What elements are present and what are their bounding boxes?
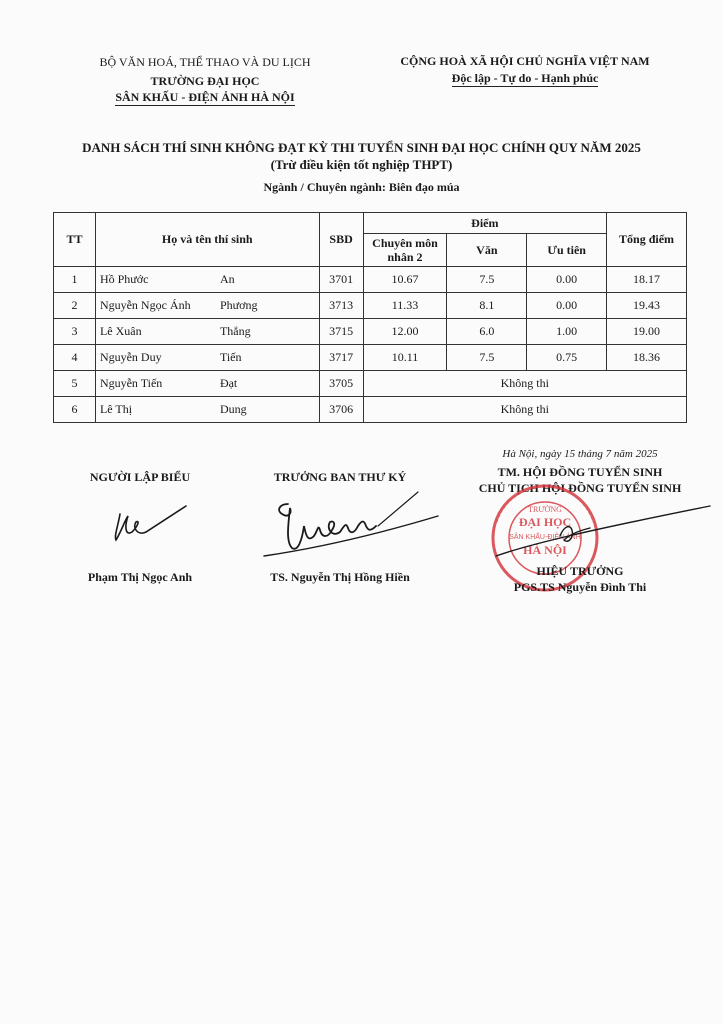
school-name-line1: TRƯỜNG ĐẠI HỌC	[150, 74, 260, 88]
cell-first-name: Đạt	[219, 376, 238, 390]
header-tt: TT	[54, 213, 96, 267]
cell-total: 18.17	[607, 267, 687, 293]
cell-last-middle-name: Nguyễn Ngọc Ánh	[99, 298, 191, 312]
cell-sbd: 3713	[319, 293, 363, 319]
cell-first-name: Dung	[219, 402, 247, 416]
cell-last-middle-name: Hồ Phước	[99, 272, 149, 286]
secretary-title: TRƯỞNG BAN THƯ KÝ	[273, 470, 407, 484]
document-title: DANH SÁCH THÍ SINH KHÔNG ĐẠT KỲ THI TUYỂN SINH ĐẠI HỌC CHÍNH QUY NĂM 2025	[82, 140, 641, 155]
header-major-score: Chuyên môn nhân 2	[363, 234, 447, 267]
preparer-title: NGƯỜI LẬP BIỂU	[89, 470, 191, 484]
cell-sbd: 3717	[319, 345, 363, 371]
cell-first-name: An	[219, 272, 235, 286]
cell-absent-note: Không thi	[363, 371, 686, 397]
cell-sbd: 3701	[319, 267, 363, 293]
header-sbd: SBD	[319, 213, 363, 267]
cell-major-score: 11.33	[363, 293, 447, 319]
cell-tt: 2	[54, 293, 96, 319]
header-total: Tổng điểm	[607, 213, 687, 267]
header-literature: Văn	[447, 234, 527, 267]
cell-first-name: Tiến	[219, 350, 242, 364]
cell-total: 19.43	[607, 293, 687, 319]
ministry-name: BỘ VĂN HOÁ, THỂ THAO VÀ DU LỊCH	[99, 55, 311, 69]
major-label: Ngành / Chuyên ngành: Biên đạo múa	[263, 180, 460, 194]
school-name-line2-text: SÂN KHẤU - ĐIỆN ẢNH HÀ NỘI	[115, 90, 295, 104]
cell-tt: 5	[54, 371, 96, 397]
cell-total: 19.00	[607, 319, 687, 345]
stamp-line3: SÂN KHẤU-ĐIỆN ẢNH	[509, 534, 581, 541]
cell-literature: 8.1	[447, 293, 527, 319]
cell-name	[95, 319, 319, 345]
cell-last-middle-name: Lê Xuân	[99, 324, 142, 338]
table-row	[54, 371, 687, 397]
header-priority: Ưu tiên	[527, 234, 607, 267]
cell-name	[95, 371, 319, 397]
cell-literature: 7.5	[447, 345, 527, 371]
cell-name	[95, 267, 319, 293]
cell-first-name: Phương	[219, 298, 258, 312]
cell-absent-note: Không thi	[363, 397, 686, 423]
cell-major-score: 10.67	[363, 267, 447, 293]
cell-last-middle-name: Nguyễn Duy	[99, 350, 162, 364]
stamp-line4: HÀ NỘI	[523, 543, 567, 557]
cell-sbd: 3705	[319, 371, 363, 397]
national-motto	[380, 71, 670, 86]
table-row	[54, 345, 687, 371]
header-score-group: Điểm	[363, 213, 607, 234]
cell-tt: 4	[54, 345, 96, 371]
rector-role: HIỆU TRƯỞNG	[536, 564, 624, 578]
nation-name: CỘNG HOÀ XÃ HỘI CHỦ NGHĨA VIỆT NAM	[400, 54, 650, 68]
stamp-line2: ĐẠI HỌC	[518, 515, 572, 529]
cell-major-score: 12.00	[363, 319, 447, 345]
cell-last-middle-name: Lê Thị	[99, 402, 133, 416]
header-name: Họ và tên thí sinh	[95, 213, 319, 267]
council-title-line2: CHỦ TỊCH HỘI ĐỒNG TUYỂN SINH	[478, 481, 682, 495]
cell-priority: 0.00	[527, 267, 607, 293]
cell-name	[95, 397, 319, 423]
cell-sbd: 3706	[319, 397, 363, 423]
cell-total: 18.36	[607, 345, 687, 371]
school-name-line2	[80, 90, 330, 105]
cell-literature: 6.0	[447, 319, 527, 345]
cell-major-score: 10.11	[363, 345, 447, 371]
secretary-name: TS. Nguyễn Thị Hồng Hiền	[270, 570, 410, 584]
rector-name: PGS.TS Nguyễn Đình Thi	[513, 580, 647, 594]
table-row	[54, 397, 687, 423]
council-title-line1: TM. HỘI ĐỒNG TUYỂN SINH	[497, 465, 663, 479]
cell-last-middle-name: Nguyễn Tiến	[99, 376, 163, 390]
cell-priority: 0.75	[527, 345, 607, 371]
stamp-line1: TRƯỜNG	[528, 505, 562, 514]
table-row	[54, 267, 687, 293]
table-row	[54, 293, 687, 319]
cell-tt: 1	[54, 267, 96, 293]
cell-name	[95, 293, 319, 319]
table-row	[54, 319, 687, 345]
cell-literature: 7.5	[447, 267, 527, 293]
cell-name	[95, 345, 319, 371]
preparer-name: Phạm Thị Ngọc Anh	[87, 570, 193, 584]
cell-first-name: Thắng	[219, 324, 251, 338]
candidate-table	[53, 212, 687, 423]
secretary-signature	[258, 486, 443, 564]
cell-sbd: 3715	[319, 319, 363, 345]
cell-priority: 0.00	[527, 293, 607, 319]
cell-tt: 6	[54, 397, 96, 423]
cell-tt: 3	[54, 319, 96, 345]
national-motto-text: Độc lập - Tự do - Hạnh phúc	[451, 71, 599, 85]
document-subtitle: (Trừ điều kiện tốt nghiệp THPT)	[270, 157, 453, 172]
cell-priority: 1.00	[527, 319, 607, 345]
place-date: Hà Nội, ngày 15 tháng 7 năm 2025	[502, 448, 658, 460]
preparer-signature	[100, 500, 200, 550]
